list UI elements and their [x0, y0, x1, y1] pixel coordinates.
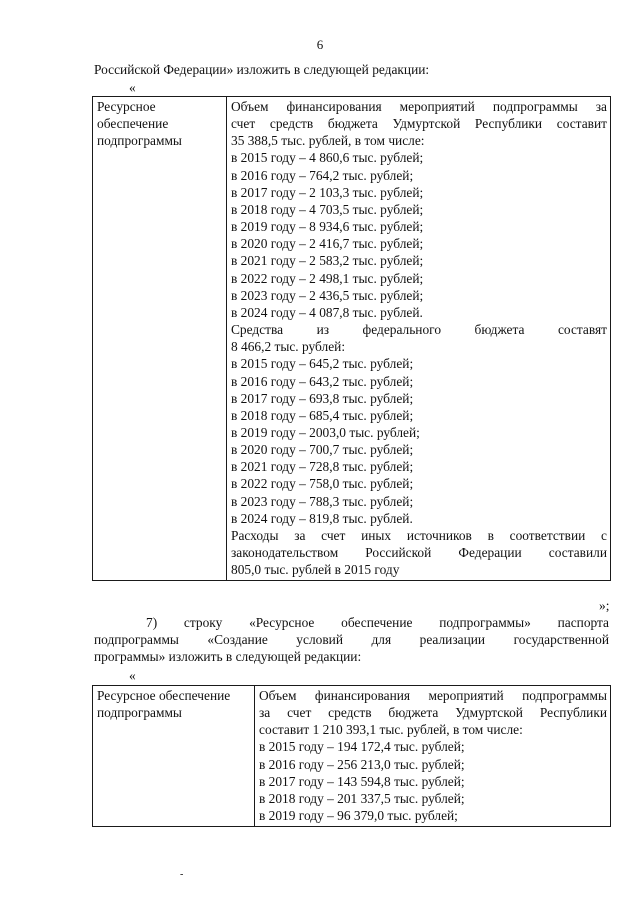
table2-text-line: Объем финансирования мероприятий подпрограммы — [259, 688, 607, 703]
table1-federal-year-line: в 2018 году – 685,4 тыс. рублей; — [231, 407, 414, 423]
table2-label-line: Ресурсное обеспечение — [97, 688, 231, 703]
table1-federal-year-line: в 2015 году – 645,2 тыс. рублей; — [231, 356, 414, 372]
table1-label-line: обеспечение — [97, 116, 169, 132]
table1-year-line: в 2019 году – 8 934,6 тыс. рублей; — [231, 219, 424, 235]
table1-year-line: в 2017 году – 2 103,3 тыс. рублей; — [231, 184, 424, 200]
table1-other-line: законодательством Российской Федерации составили — [231, 545, 607, 561]
table1-federal-year-line: в 2024 году – 819,8 тыс. рублей. — [231, 510, 413, 526]
table1-year-line: в 2018 году – 4 703,5 тыс. рублей; — [231, 201, 424, 217]
table2-year-line: в 2015 году – 194 172,4 тыс. рублей; — [259, 739, 465, 755]
table1-year-line: в 2022 году – 2 498,1 тыс. рублей; — [231, 270, 424, 286]
table1-text-line: Объем финансирования мероприятий подпрограммы за — [231, 99, 607, 114]
open-quote: « — [129, 668, 136, 683]
table2-year-line: в 2018 году – 201 337,5 тыс. рублей; — [259, 790, 465, 806]
table1-other-line: Расходы за счет иных источников в соответствии с — [231, 527, 607, 543]
table2-label-cell — [93, 686, 255, 827]
close-quote: »; — [599, 598, 610, 613]
table2-year-line: в 2019 году – 96 379,0 тыс. рублей; — [259, 808, 458, 824]
table1-year-line: в 2021 году – 2 583,2 тыс. рублей; — [231, 253, 424, 269]
table1-text-line: 8 466,2 тыс. рублей: — [231, 339, 346, 355]
table1-year-line: в 2015 году – 4 860,6 тыс. рублей; — [231, 150, 424, 166]
table2-text-line: составит 1 210 393,1 тыс. рублей, в том числе: — [259, 722, 523, 738]
table1-federal-year-line: в 2017 году – 693,8 тыс. рублей; — [231, 390, 414, 406]
table1-year-line: в 2024 году – 4 087,8 тыс. рублей. — [231, 304, 423, 320]
table2-text-line: за счет средств бюджета Удмуртской Республики — [259, 705, 607, 721]
resource-table-1 — [92, 96, 611, 581]
table1-federal-year-line: в 2016 году – 643,2 тыс. рублей; — [231, 373, 414, 389]
page-number: 6 — [316, 37, 324, 52]
table2-content-cell — [255, 686, 611, 827]
table2-year-line: в 2017 году – 143 594,8 тыс. рублей; — [259, 773, 465, 789]
table1-other-line: 805,0 тыс. рублей в 2015 году — [231, 562, 400, 578]
table1-year-line: в 2016 году – 764,2 тыс. рублей; — [231, 167, 414, 183]
table2-year-line: в 2016 году – 256 213,0 тыс. рублей; — [259, 756, 465, 772]
table1-text-line: 35 388,5 тыс. рублей, в том числе: — [231, 133, 425, 149]
table1-federal-year-line: в 2023 году – 788,3 тыс. рублей; — [231, 493, 414, 509]
table1-text-line: счет средств бюджета Удмуртской Республики составит — [231, 116, 607, 132]
table1-year-line: в 2020 году – 2 416,7 тыс. рублей; — [231, 236, 424, 252]
table1-federal-year-line: в 2021 году – 728,8 тыс. рублей; — [231, 459, 414, 475]
item-7-line: программы» изложить в следующей редакции: — [94, 649, 362, 664]
footer-mark: - — [180, 869, 184, 880]
intro-line: Российской Федерации» изложить в следующей редакции: — [94, 62, 430, 77]
table1-federal-year-line: в 2019 году – 2003,0 тыс. рублей; — [231, 424, 420, 440]
item-7-line: 7) строку «Ресурсное обеспечение подпрограммы» паспорта — [146, 615, 609, 630]
table1-label-cell — [93, 97, 227, 581]
item-7-line: подпрограммы «Создание условий для реализации государственной — [94, 632, 609, 647]
table1-year-line: в 2023 году – 2 436,5 тыс. рублей; — [231, 287, 424, 303]
table1-label-line: подпрограммы — [97, 133, 182, 149]
open-quote: « — [129, 80, 136, 95]
resource-table-2 — [92, 685, 611, 827]
table1-content-cell — [227, 97, 611, 581]
item-7-paragraph — [94, 614, 609, 665]
table1-federal-year-line: в 2022 году – 758,0 тыс. рублей; — [231, 476, 414, 492]
table1-federal-heading: Средства из федерального бюджета составят — [231, 322, 607, 338]
table1-federal-year-line: в 2020 году – 700,7 тыс. рублей; — [231, 442, 414, 458]
table1-label-line: Ресурсное — [97, 99, 156, 114]
table2-label-line: подпрограммы — [97, 705, 182, 721]
